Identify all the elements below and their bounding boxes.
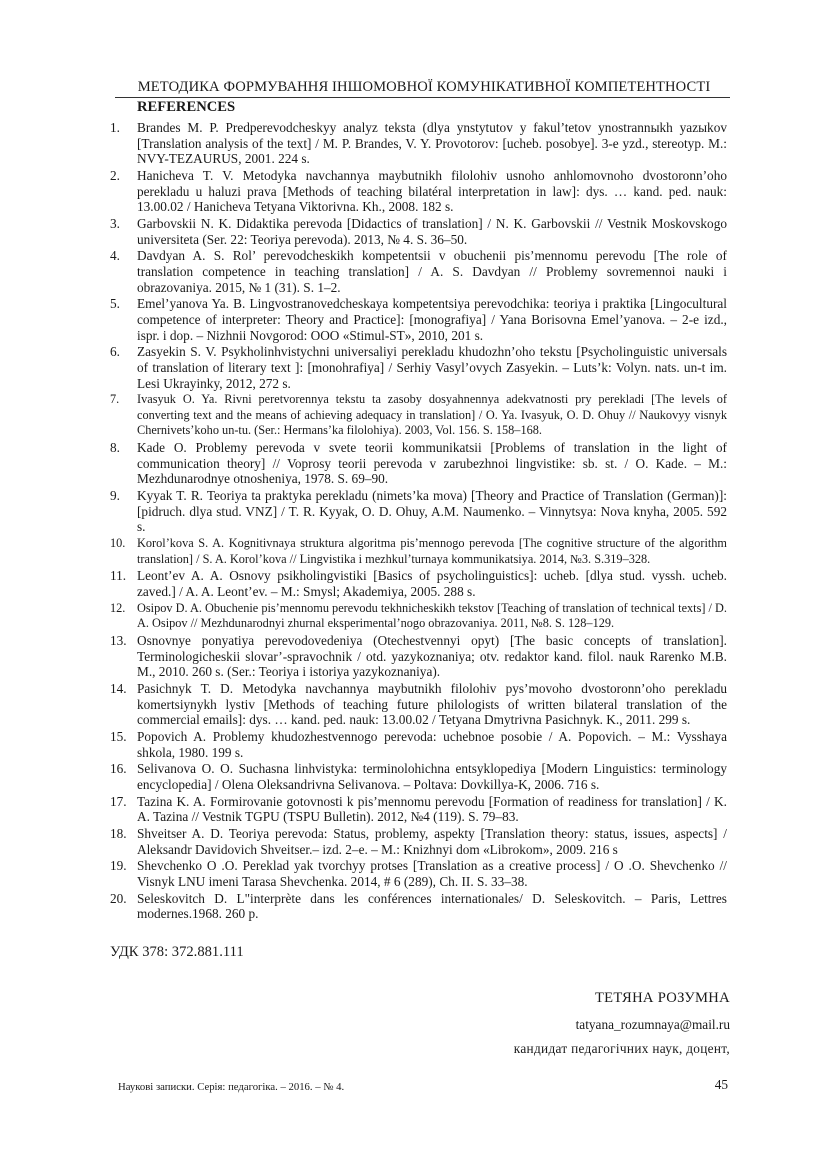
reference-number: 2. [110,167,120,183]
reference-item [110,536,727,567]
reference-item [110,216,727,247]
reference-item [110,120,727,167]
reference-item [110,858,727,889]
reference-text: Zasyekin S. V. Psykholinhvistychni universaliyi perekladu khudozhn’oho tekstu [Psycholinguistic universals of translation of literary text ]: [monohrafiya] / Serhiy Vasyl’ovych Zasyekin. – Luts’k: Volyn. nats. un-t im. Lesi Ukrayinky, 2012, 272 s. [137,344,727,391]
author-email[interactable]: tatyana_rozumnaya@mail.ru [575,1017,730,1032]
reference-item [110,633,727,680]
reference-text: Emel’yanova Ya. B. Lingvostranovedcheskaya kompetentsiya perevodchika: teoriya i praktika [Lingocultural competence of interpreter: Theory and Practice]: [monografiya] / Yana Borisovna Emel’yanova. – 2-e izd., ispr. i dop. – Nizhnii Novgorod: OOO «Stimul-ST», 2010, 201 s. [137,296,727,343]
reference-item [110,344,727,391]
reference-text: Osipov D. A. Obuchenie pis’mennomu perevodu tekhnicheskikh tekstov [Teaching of translation of technical texts] / D. A. Osipov // Mezhdunarodnyi zhurnal eksperimental’nogo obrazovaniya. 2011, №8. S. 128–129. [137,600,727,631]
reference-text: Korol’kova S. A. Kognitivnaya struktura algoritma pis’mennogo perevoda [The cognitive structure of the algorithm translation] / S. A. Korol’kova // Lingvistika i mezhkul’turnaya kommunikatsiya. 2014, №3. S.319–328. [137,536,727,566]
reference-number: 5. [110,296,120,312]
reference-item [110,488,727,535]
reference-number: 3. [110,215,120,231]
header-divider [115,97,730,98]
references-list [110,120,727,923]
reference-item [110,392,727,439]
reference-text: Davdyan A. S. Rol’ perevodcheskikh kompetentsii v obuchenii pis’mennomu perevodu [The role of translation competence in teaching translation] / A. S. Davdyan // Problemy sovremennoi nauki i obrazovaniya. 2015, № 1 (31). S. 1–2. [137,248,727,295]
reference-number: 4. [110,248,120,264]
reference-text: Osnovnye ponyatiya perevodovedeniya (Otechestvennyi opyt) [The basic concepts of translation]. Terminologicheskii slovar’-spravochnik / otd. yazykoznaniya; otv. redaktor kand. filol. nauk Rarenko M.B. M., 2010. 260 s. (Ser.: Teoriya i istoriya yazykoznaniya). [137,633,727,680]
reference-item [110,794,727,825]
reference-number: 19. [110,858,127,874]
reference-number: 11. [110,568,127,584]
reference-text: Popovich A. Problemy khudozhestvennogo perevoda: uchebnoe posobie / A. Popovich. – M.: Vysshaya shkola, 1980. 199 s. [137,728,727,760]
reference-item [110,681,727,728]
udk-code: УДК 378: 372.881.111 [110,944,244,960]
reference-number: 20. [110,890,127,906]
author-name: ТЕТЯНА РОЗУМНА [594,990,730,1006]
reference-number: 13. [110,633,127,648]
reference-number: 12. [110,600,126,615]
reference-item [110,761,727,792]
reference-item [110,248,727,295]
reference-number: 14. [110,680,127,696]
reference-item [110,568,727,599]
reference-item [110,296,727,343]
reference-text: Brandes M. P. Predperevodcheskyy analyz teksta (dlya ynstytutov y fakul’tetov ynostrannыkh yazыkov [Translation analysis of the text] / M. P. Brandes, V. Y. Provotorov: [ucheb. posobye]. 3-e yzd., stereotyp. M.: NVY-TEZAURUS, 2001. 224 s. [137,120,727,167]
reference-number: 18. [110,825,127,841]
reference-text: Kyyak T. R. Teoriya ta praktyka perekladu (nimets’ka mova) [Theory and Practice of Translation (German)]: [pidruch. dlya stud. VNZ] / T. R. Kyyak, O. D. Ohuy, A.M. Naumenko. – Vinnytsya: Nova knyha, 2005. 592 s. [137,488,727,535]
reference-text: Shevchenko O .O. Pereklad yak tvorchyy protses [Translation as a creative process] / O .O. Shevchenko // Visnyk LNU imeni Tarasa Shevchenka. 2014, # 6 (289), Ch. II. S. 33–38. [137,858,727,889]
reference-text: Selivanova O. O. Suchasna linhvistyka: terminolohichna entsyklopediya [Modern Linguistics: terminology encyclopedia] / Olena Oleksandrivna Selivanova. – Poltava: Dovkillya-K, 2006. 716 s. [137,761,727,792]
reference-number: 7. [110,392,120,407]
reference-number: 8. [110,440,120,456]
reference-text: Pasichnyk T. D. Metodyka navchannya maybutnikh filolohiv pys’movoho dvostoronn’oho perekladu komertsiynykh lystiv [Methods of teaching future philologists of written bilateral translation of the commercial emails]: dys. … kand. ped. nauk: 13.00.02 / Tetyana Dmytrivna Pasichnyk. K., 2011. 299 s. [137,680,727,728]
reference-number: 15. [110,728,127,744]
reference-number: 6. [110,344,120,360]
running-header: МЕТОДИКА ФОРМУВАННЯ ІНШОМОВНОЇ КОМУНІКАТИВНОЇ КОМПЕТЕНТНОСТІ [137,79,711,95]
reference-text: Shveitser A. D. Teoriya perevoda: Status, problemy, aspekty [Translation theory: status, issues, aspects] / Aleksandr Davidovich Shveitser.– izd. 2–e. – M.: Knizhnyi dom «Librokom», 2009. 216 s [137,825,727,857]
reference-item [110,168,727,215]
reference-item [110,826,727,857]
reference-number: 10. [110,536,126,551]
reference-number: 17. [110,793,127,809]
reference-text: Tazina K. A. Formirovanie gotovnosti k pis’mennomu perevodu [Formation of readiness for translation] / K. A. Tazina // Vestnik TGPU (TSPU Bulletin). 2012, №4 (119). S. 79–83. [137,793,727,825]
reference-text: Leont’ev A. A. Osnovy psikholingvistiki [Basics of psycholinguistics]: ucheb. [dlya stud. vyssh. ucheb. zaved.] / A. A. Leont’ev. – M.: Smysl; Akademiya, 2005. 288 s. [137,568,727,600]
reference-item [110,891,727,922]
page-number: 45 [714,1077,728,1092]
author-degree: кандидат педагогічних наук, доцент, [513,1041,730,1056]
reference-text: Garbovskii N. K. Didaktika perevoda [Didactics of translation] / N. K. Garbovskii // Vestnik Moskovskogo universiteta (Ser. 22: Teoriya perevoda). 2013, № 4. S. 36–50. [137,215,727,247]
reference-number: 9. [110,488,120,504]
reference-item [110,601,727,632]
reference-number: 16. [110,761,127,777]
reference-item [110,440,727,487]
reference-text: Ivasyuk O. Ya. Rivni peretvorennya tekstu ta zasoby dosyahnennya adekvatnosti pry perekladi [The levels of converting text and the means of achieving adequacy in translation] / O. Ya. Ivasyuk, O. D. Ohuy // Naukovyy visnyk Chernivets’koho un-tu. (Ser.: Hermans’ka filolohiya). 2003, Vol. 156. S. 158–168. [137,392,727,438]
journal-footer: Наукові записки. Серія: педагогіка. – 2016. – № 4. [118,1081,345,1093]
references-heading: REFERENCES [137,99,236,115]
reference-item [110,729,727,760]
reference-text: Seleskovitch D. L"interprète dans les conférences internationales/ D. Seleskovitch. – Paris, Lettres modernes.1968. 260 p. [137,890,727,922]
reference-text: Kade O. Problemy perevoda v svete teorii kommunikatsii [Problems of translation in the light of communication theory] // Voprosy teorii perevoda v zarubezhnoi lingvistike: sb. st. / O. Kade. – M.: Mezhdunarodnye otnosheniya, 1978. S. 69–90. [137,440,727,487]
reference-text: Hanicheva T. V. Metodyka navchannya maybutnikh filolohiv usnoho anhlomovnoho dvostoronn’oho perekladu u haluzi prava [Methods of teaching bilatéral interpretation in law]: dys. … kand. ped. nauk: 13.00.02 / Hanicheva Tetyana Viktorivna. Kh., 2008. 182 s. [137,167,727,215]
reference-number: 1. [110,120,120,135]
